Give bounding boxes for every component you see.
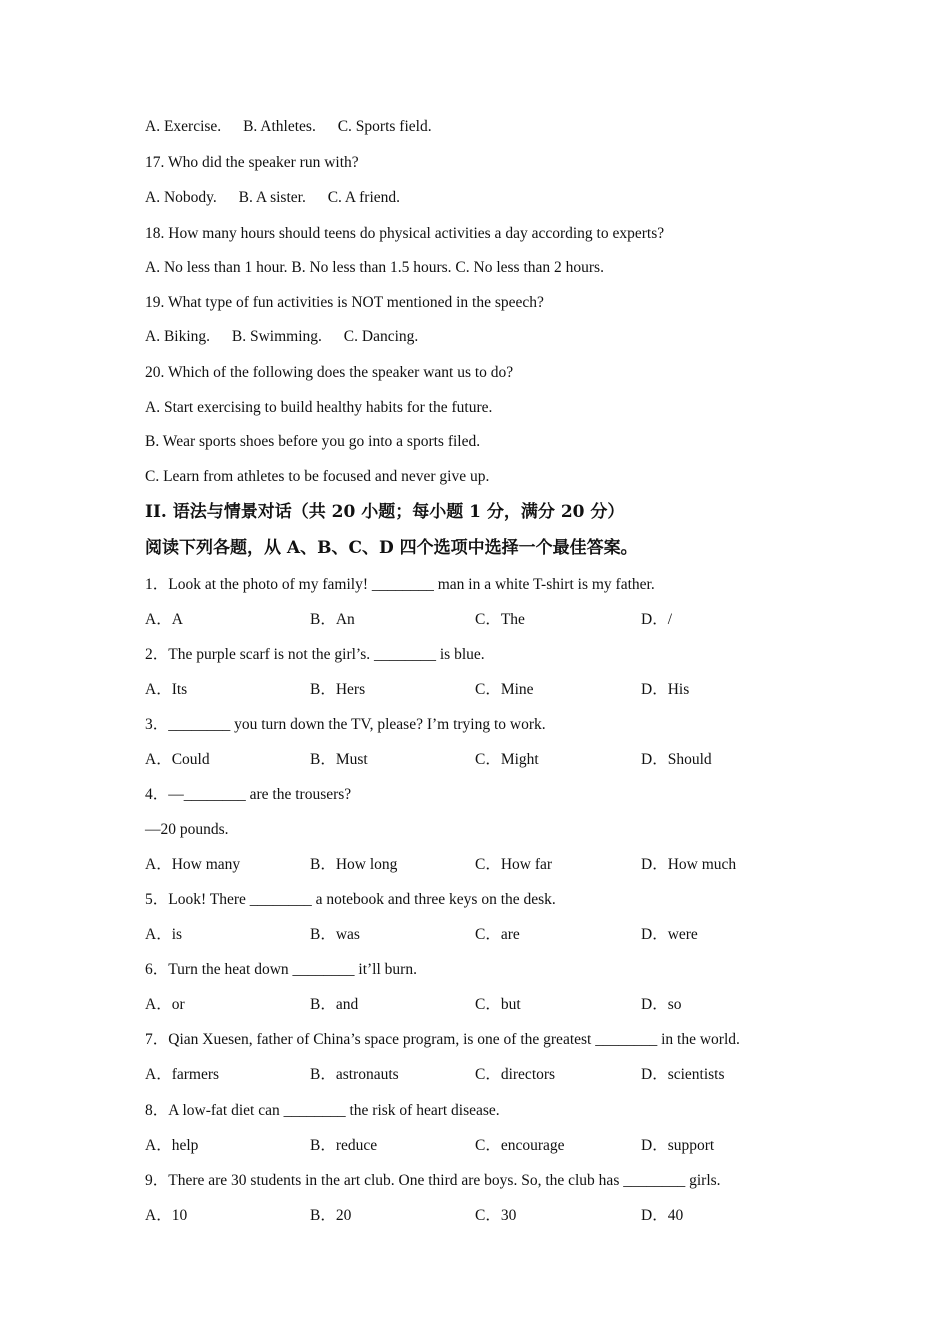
option-c: C．30 (475, 1207, 517, 1224)
question-options (145, 610, 845, 630)
option-a: A．A (145, 611, 183, 628)
question-stem: 5．Look! There ________ a notebook and three keys on the desk. (145, 891, 556, 908)
q18-stem: 18. How many hours should teens do physical activities a day according to experts? (145, 225, 665, 242)
option-b: B．How long (310, 856, 398, 873)
question-stem: 8．A low-fat diet can ________ the risk of heart disease. (145, 1102, 500, 1119)
question-stem: 7．Qian Xuesen, father of China’s space program, is one of the greatest ________ in the world. (145, 1031, 740, 1048)
question-stem: 2．The purple scarf is not the girl’s. ________ is blue. (145, 646, 485, 663)
option-d: D．scientists (641, 1066, 725, 1083)
q20-option-a: A. Start exercising to build healthy habits for the future. (145, 399, 493, 416)
section-instruction: 阅读下列各题，从 A、B、C、D 四个选项中选择一个最佳答案。 (145, 538, 638, 558)
option-d: D．Should (641, 751, 712, 768)
q16-option-c: C. Sports field. (337, 118, 432, 135)
option-c: C．encourage (475, 1137, 565, 1154)
question-options (145, 855, 845, 875)
q19-option-a: A. Biking. (145, 328, 211, 345)
option-a: A．is (145, 926, 183, 943)
option-c: C．are (475, 926, 520, 943)
option-d: D．were (641, 926, 698, 943)
option-c: C．directors (475, 1066, 556, 1083)
option-d: D．His (641, 681, 690, 698)
option-a: A．farmers (145, 1066, 220, 1083)
q19-option-c: C. Dancing. (343, 328, 419, 345)
option-a: A．or (145, 996, 185, 1013)
q17-options (145, 188, 418, 208)
option-a: A．help (145, 1137, 199, 1154)
option-d: D．How much (641, 856, 737, 873)
q19-option-b: B. Swimming. (231, 328, 322, 345)
question-stem: 6．Turn the heat down ________ it’ll burn. (145, 961, 417, 978)
question-stem: 1．Look at the photo of my family! ________ man in a white T-shirt is my father. (145, 576, 655, 593)
q17-option-b: B. A sister. (238, 189, 306, 206)
question-stem: 3．________ you turn down the TV, please? I’m trying to work. (145, 716, 546, 733)
question-options (145, 925, 845, 945)
q20-stem: 20. Which of the following does the speaker want us to do? (145, 364, 514, 381)
q16-options (145, 117, 450, 137)
option-c: C．The (475, 611, 525, 628)
option-b: B．20 (310, 1207, 352, 1224)
option-c: C．Mine (475, 681, 534, 698)
option-d: D．40 (641, 1207, 684, 1224)
q17-option-a: A. Nobody. (145, 189, 217, 206)
question-options (145, 1136, 845, 1156)
option-a: A．Could (145, 751, 210, 768)
option-b: B．Must (310, 751, 368, 768)
option-b: B．An (310, 611, 355, 628)
question-stem-reply: —20 pounds. (145, 821, 229, 838)
question-options (145, 680, 845, 700)
q19-stem: 19. What type of fun activities is NOT mentioned in the speech? (145, 294, 544, 311)
question-options (145, 1206, 845, 1226)
q17-stem: 17. Who did the speaker run with? (145, 154, 359, 171)
option-c: C．How far (475, 856, 553, 873)
question-options (145, 1065, 845, 1085)
q16-option-b: B. Athletes. (243, 118, 316, 135)
option-b: B．Hers (310, 681, 366, 698)
option-a: A．Its (145, 681, 188, 698)
option-b: B．was (310, 926, 360, 943)
option-b: B．and (310, 996, 359, 1013)
q19-options (145, 327, 436, 347)
section-title: II. 语法与情景对话（共 20 小题；每小题 1 分，满分 20 分） (145, 502, 625, 522)
option-d: D．support (641, 1137, 715, 1154)
question-options (145, 995, 845, 1015)
q16-option-a: A. Exercise. (145, 118, 222, 135)
q20-option-b: B. Wear sports shoes before you go into a sports filed. (145, 433, 481, 450)
question-stem: 9．There are 30 students in the art club. One third are boys. So, the club has ________ girls. (145, 1172, 721, 1189)
question-options (145, 750, 845, 770)
option-b: B．astronauts (310, 1066, 399, 1083)
option-a: A．10 (145, 1207, 188, 1224)
q20-option-c: C. Learn from athletes to be focused and never give up. (145, 468, 490, 485)
q17-option-c: C. A friend. (327, 189, 401, 206)
option-c: C．Might (475, 751, 539, 768)
option-d: D．so (641, 996, 682, 1013)
option-d: D．/ (641, 611, 673, 628)
option-a: A．How many (145, 856, 241, 873)
option-c: C．but (475, 996, 521, 1013)
question-stem: 4．—________ are the trousers? (145, 786, 352, 803)
q18-options: A. No less than 1 hour. B. No less than 1.5 hours. C. No less than 2 hours. (145, 259, 604, 276)
option-b: B．reduce (310, 1137, 378, 1154)
